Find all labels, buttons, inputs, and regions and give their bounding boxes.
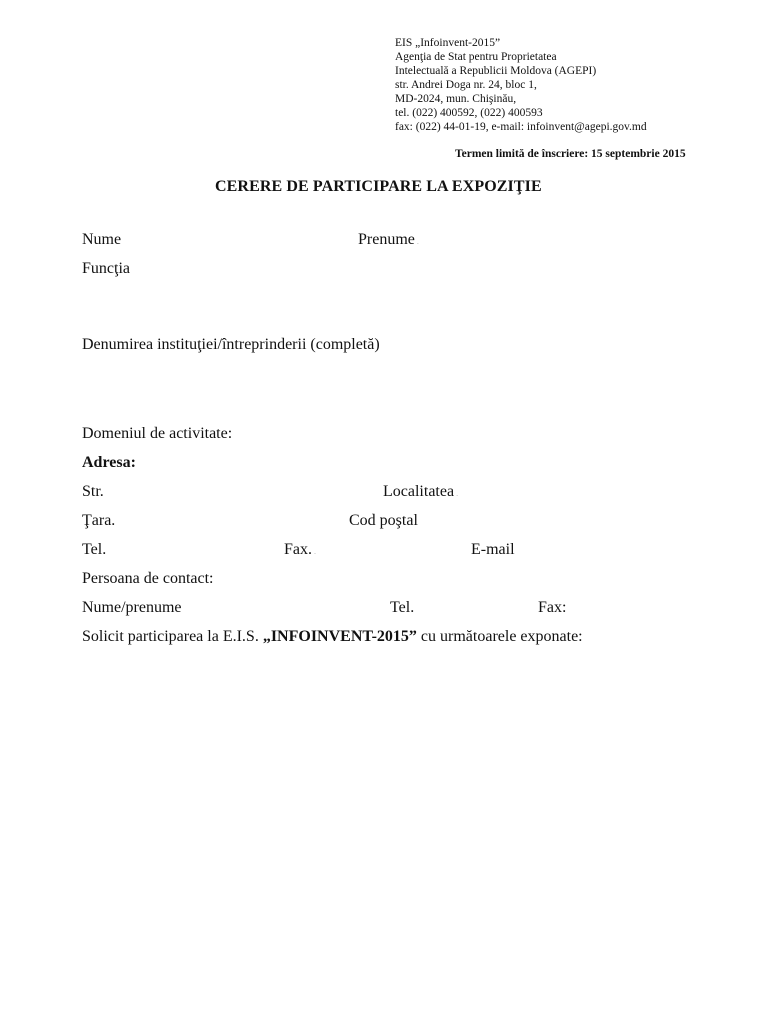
label-cod-postal: Cod poştal: [349, 512, 418, 529]
header-line-city: MD-2024, mun. Chişinău,: [395, 93, 517, 105]
label-str: Str.: [82, 483, 104, 500]
label-contact-tel: Tel.: [390, 599, 415, 616]
label-solicit: [82, 627, 583, 647]
label-email: E-mail: [471, 541, 515, 558]
header-line-fax-email: fax: (022) 44-01-19, e-mail: infoinvent@agepi.gov.md: [395, 121, 647, 133]
label-tel: Tel.: [82, 541, 107, 558]
label-domeniul: Domeniul de activitate:: [82, 425, 233, 442]
label-denumirea: Denumirea instituţiei/întreprinderii (completă): [82, 336, 380, 353]
label-tara: Ţara.: [82, 512, 116, 529]
page-title: CERERE DE PARTICIPARE LA EXPOZIŢIE: [215, 178, 542, 195]
solicit-suffix: cu următoarele exponate:: [416, 628, 583, 645]
label-localitatea: Localitatea .: [383, 483, 459, 500]
deadline-text: Termen limită de înscriere: 15 septembrie 2015: [455, 148, 686, 160]
header-line-agency: Agenţia de Stat pentru Proprietatea: [395, 51, 557, 63]
header-line-event: EIS „Infoinvent-2015”: [395, 37, 501, 49]
header-line-tel: tel. (022) 400592, (022) 400593: [395, 107, 543, 119]
label-persoana-contact: Persoana de contact:: [82, 570, 214, 587]
label-nume: Nume: [82, 231, 122, 248]
label-fax: Fax. .: [284, 541, 316, 558]
header-line-agency-cont: Intelectuală a Republicii Moldova (AGEPI): [395, 65, 597, 77]
label-contact-fax: Fax:: [538, 599, 567, 616]
label-prenume: Prenume .: [358, 231, 419, 248]
solicit-prefix: Solicit participarea la E.I.S.: [82, 628, 263, 645]
label-nume-prenume: Nume/prenume: [82, 599, 182, 616]
header-line-street: str. Andrei Doga nr. 24, bloc 1,: [395, 79, 537, 91]
solicit-event: „INFOINVENT-2015”: [262, 628, 417, 645]
label-functia: Funcţia: [82, 260, 130, 277]
label-adresa: Adresa:: [82, 454, 136, 471]
